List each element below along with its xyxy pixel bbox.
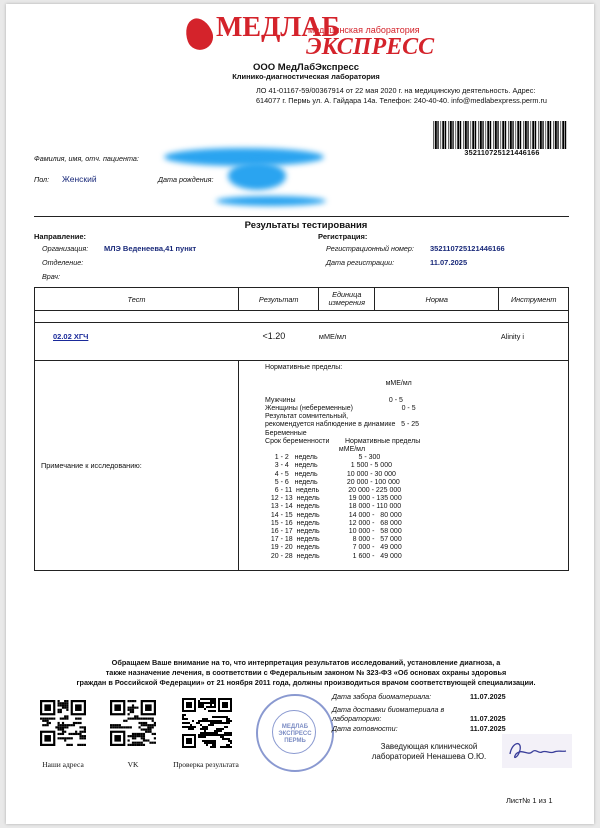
org-label: Организация: xyxy=(42,244,89,253)
note-line: 4 - 5 недель 10 000 - 30 000 xyxy=(265,470,396,478)
table-row xyxy=(35,323,569,361)
norm-value xyxy=(375,323,499,361)
ready-date-value: 11.07.2025 xyxy=(470,724,506,733)
note-line: 16 - 17 недель 10 000 - 58 000 xyxy=(265,528,402,536)
qr-code-check[interactable] xyxy=(182,698,232,748)
license-line-2: 614077 г. Пермь ул. А. Гайдара 14а. Телефон: 240-40-40. info@medlabexpress.perm.ru xyxy=(256,96,547,105)
note-line: 13 - 14 недель 18 000 - 110 000 xyxy=(265,503,402,511)
referral-heading: Направление: xyxy=(34,232,87,241)
note-line: 5 - 6 недель 20 000 - 100 000 xyxy=(265,478,400,486)
note-line: 3 - 4 недель 1 500 - 5 000 xyxy=(265,462,392,470)
note-line: 15 - 16 недель 12 000 - 68 000 xyxy=(265,519,402,527)
page-number: Лист№ 1 из 1 xyxy=(506,796,553,805)
logo-name-bottom: ЭКСПРЕСС xyxy=(306,34,435,60)
lab-type: Клинико-диагностическая лаборатория xyxy=(232,72,380,81)
note-line: 6 - 11 недель 20 000 - 225 000 xyxy=(265,487,402,495)
results-title: Результаты тестирования xyxy=(244,220,368,231)
delivery-date-value: 11.07.2025 xyxy=(470,714,506,723)
note-line xyxy=(265,372,568,380)
collection-date-label: Дата забора биоматериала: xyxy=(332,692,432,701)
header-result: Результат xyxy=(239,288,319,311)
logo-name-top: МЕДЛАБ xyxy=(216,12,340,43)
disclaimer xyxy=(56,658,556,688)
disclaimer-line: граждан в Российской Федерации» от 21 ноября 2011 года, должны производиться врачом соответствующей специализации. xyxy=(76,678,536,687)
note-line: Мужчины 0 - 5 xyxy=(265,396,403,404)
unit-value: мМЕ/мл xyxy=(319,323,375,361)
barcode-number: 352110725121446166 xyxy=(464,148,540,157)
note-line: мМЕ/мл xyxy=(265,380,412,388)
divider xyxy=(34,216,569,217)
reg-num-value: 352110725121446166 xyxy=(430,244,505,253)
note-line: 14 - 15 недель 14 000 - 80 000 xyxy=(265,511,402,519)
note-line: Нормативные пределы: xyxy=(265,364,343,371)
license-line-1: ЛО 41-01167-59/00367914 от 22 мая 2020 г. на медицинскую деятельность. Адрес: xyxy=(256,86,536,95)
logo-subtitle: медицинская лаборатория xyxy=(308,25,420,35)
ready-date-label: Дата готовности: xyxy=(332,724,398,733)
result-value: <1.20 xyxy=(239,323,319,361)
note-line xyxy=(265,389,568,397)
dob-label: Дата рождения: xyxy=(158,175,214,184)
note-line: Срок беременности Нормативные пределы xyxy=(265,437,421,445)
company-logo xyxy=(186,12,435,64)
note-label: Примечание к исследованию: xyxy=(35,361,239,571)
note-line: рекомендуется наблюдение в динамике 5 - 25 xyxy=(265,421,420,429)
dept-label: Отделение: xyxy=(42,258,84,267)
header-test: Тест xyxy=(35,288,239,311)
sex-label: Пол: xyxy=(34,175,50,184)
registration-heading: Регистрация: xyxy=(318,232,368,241)
org-name: ООО МедЛабЭкспресс xyxy=(252,62,360,73)
redacted-extra xyxy=(216,196,326,206)
patient-name-label: Фамилия, имя, отч. пациента: xyxy=(34,154,139,163)
table-header-row xyxy=(35,288,569,311)
lab-stamp xyxy=(256,694,334,772)
reg-date-value: 11.07.2025 xyxy=(430,258,468,267)
qr-label-vk: VK xyxy=(127,760,139,769)
note-line: Беременные xyxy=(265,429,307,437)
qr-code-addresses[interactable] xyxy=(40,700,86,746)
disclaimer-line: также назначение лечения, в соответствии с Федеральным законом № 323-ФЗ «Об основах охраны здоровья xyxy=(105,668,507,677)
collection-date-value: 11.07.2025 xyxy=(470,692,506,701)
redacted-dob xyxy=(228,162,286,190)
note-line: мМЕ/мл xyxy=(265,446,366,454)
header-unit: Единица измерения xyxy=(319,288,375,311)
test-link[interactable]: 02.02 ХГЧ xyxy=(53,332,89,341)
note-line: Женщины (небеременные) 0 - 5 xyxy=(265,405,416,413)
note-line: 1 - 2 недель 5 - 300 xyxy=(265,454,381,462)
note-line: Результат сомнительный, xyxy=(265,413,349,421)
note-line: 17 - 18 недель 8 000 - 57 000 xyxy=(265,536,402,544)
org-value: МЛЭ Веденеева,41 пункт xyxy=(104,244,197,253)
signer: Заведующая клинической лабораторией Ненашева О.Ю. xyxy=(371,742,487,761)
header-instrument: Инструмент xyxy=(499,288,569,311)
note-line: 12 - 13 недель 19 000 - 135 000 xyxy=(265,495,402,503)
qr-code-vk[interactable] xyxy=(110,700,156,746)
results-table xyxy=(34,287,569,571)
doctor-label: Врач: xyxy=(42,272,61,281)
logo-drop-icon xyxy=(181,15,216,54)
note-line: 20 - 28 недель 1 600 - 49 000 xyxy=(265,552,402,560)
instrument-value: Alinity i xyxy=(499,323,569,361)
signature-image xyxy=(502,734,572,768)
disclaimer-line: Обращаем Ваше внимание на то, что интерпретация результатов исследований, установление диагноза, а xyxy=(111,658,501,667)
note-text xyxy=(265,364,568,561)
reg-date-label: Дата регистрации: xyxy=(326,258,395,267)
spacer-row xyxy=(35,311,569,323)
reg-num-label: Регистрационный номер: xyxy=(326,244,414,253)
license-info xyxy=(256,86,576,106)
header-norm: Норма xyxy=(375,288,499,311)
lab-report-page xyxy=(6,4,594,824)
note-line: 19 - 20 недель 7 000 - 49 000 xyxy=(265,544,402,552)
note-row xyxy=(35,361,569,571)
stamp-text: МЕДЛАБ ЭКСПРЕСС ПЕРМЬ xyxy=(278,724,312,744)
qr-label-addresses: Наши адреса xyxy=(42,760,84,769)
delivery-date-label: Дата доставки биоматериала в лабораторию: xyxy=(332,705,445,723)
qr-label-check: Проверка результата xyxy=(173,760,239,769)
sex-value: Женский xyxy=(62,174,97,184)
